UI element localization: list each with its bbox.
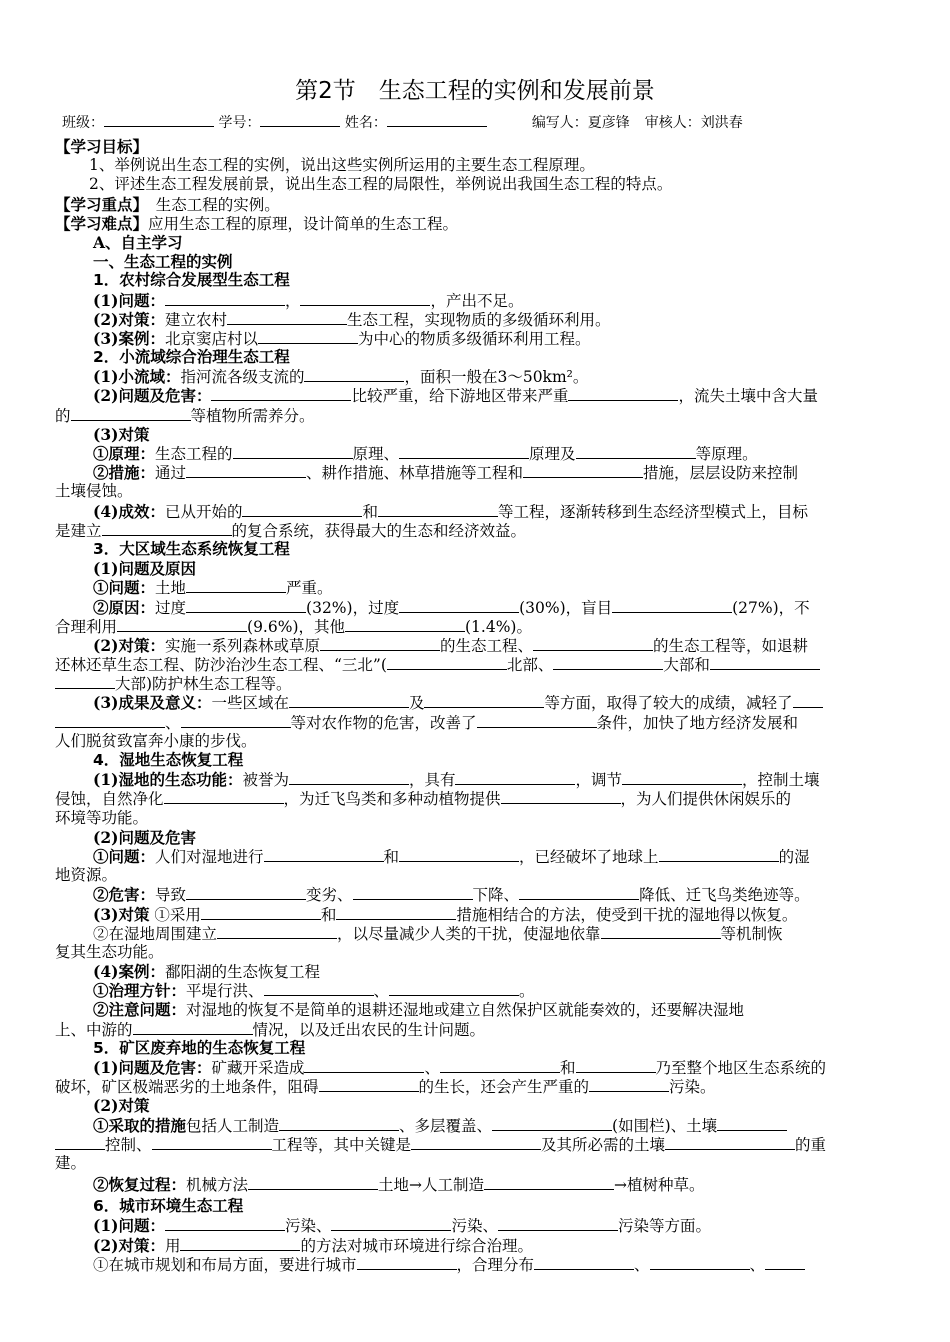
- s2-line7: 土壤侵蚀。: [55, 482, 133, 501]
- fill-blank[interactable]: [484, 1175, 614, 1190]
- fill-blank[interactable]: [387, 655, 507, 670]
- fill-blank[interactable]: [186, 578, 286, 593]
- s1-line3: (3)案例：北京窦店村以 为中心的物质多级循环利用工程。: [93, 328, 591, 348]
- objective-2: 2、评述生态工程发展前景，说出生态工程的局限性，举例说出我国生态工程的特点。: [89, 175, 673, 194]
- objectives-heading: 【学习目标】: [55, 137, 149, 156]
- s1-line2: (2)对策：建立农村 生态工程，实现物质的多级循环利用。: [93, 309, 611, 329]
- fill-blank[interactable]: [378, 502, 498, 517]
- fill-blank[interactable]: [233, 444, 353, 459]
- fill-blank[interactable]: [793, 693, 823, 708]
- s5-line1: (1)问题及危害：矿藏开采造成 、 和 乃至整个地区生态系统的: [93, 1058, 827, 1077]
- s3-heading: 3．大区域生态系统恢复工程: [93, 539, 290, 558]
- s3-line3: ②原因：过度 (32%)，过度 (30%)，盲目 (27%)，不: [93, 597, 810, 617]
- fill-blank[interactable]: [589, 1077, 669, 1092]
- page-title: 第2节 生态工程的实例和发展前景: [295, 78, 655, 104]
- fill-blank[interactable]: [55, 1135, 105, 1150]
- fill-blank[interactable]: [319, 1077, 419, 1092]
- fill-blank[interactable]: [133, 1020, 253, 1035]
- s2-line3: 的 等植物所需养分。: [55, 406, 315, 425]
- author-label: 编写人：夏彦锋: [531, 115, 630, 131]
- reviewer-label: 审核人：刘洪春: [644, 115, 743, 131]
- s4-heading: 4．湿地生态恢复工程: [93, 751, 244, 769]
- s5-line6: 建。: [55, 1153, 87, 1172]
- key-point-line: [55, 195, 897, 214]
- fill-blank[interactable]: [399, 444, 529, 459]
- s3-line7: 大部)防护林生态工程等。: [55, 674, 897, 693]
- fill-blank[interactable]: [455, 770, 575, 785]
- s4-line3: 环境等功能。: [55, 808, 149, 827]
- fill-blank[interactable]: [331, 1216, 451, 1231]
- fill-blank[interactable]: [71, 406, 191, 421]
- s3-line8: (3)成果及意义：一些区域在 及 等方面，取得了较大的成绩，减轻了: [55, 693, 897, 712]
- class-label: 班级：: [62, 115, 104, 131]
- fill-blank[interactable]: [304, 367, 404, 382]
- s6-line1: (1)问题： 污染、 污染、 污染等方面。: [93, 1216, 711, 1236]
- fill-blank[interactable]: [553, 655, 663, 670]
- fill-blank[interactable]: [424, 693, 544, 708]
- fill-blank[interactable]: [186, 885, 306, 900]
- s6-heading: 6．城市环境生态工程: [93, 1197, 244, 1216]
- key-point-label: 【学习重点】: [55, 194, 141, 214]
- s6-line3: ①在城市规划和布局方面，要进行城市 ，合理分布 、 、: [55, 1255, 897, 1274]
- key-point-text: 生态工程的实例。: [155, 195, 280, 214]
- s2-line2: (2)问题及危害： 比较严重，给下游地区带来严重 ，流失土壤中含大量: [93, 386, 818, 406]
- difficulty-label: 【学习难点】: [55, 213, 149, 233]
- fill-blank[interactable]: [576, 444, 696, 459]
- s2-line4: (3)对策: [93, 424, 150, 444]
- s2-line6: ②措施：通过 、耕作措施、林草措施等工程和 措施，层层设防来控制: [93, 463, 799, 483]
- fill-blank[interactable]: [55, 674, 115, 689]
- s5-line3: (2)对策: [93, 1096, 150, 1116]
- fill-blank[interactable]: [300, 291, 430, 306]
- fill-blank[interactable]: [186, 463, 306, 478]
- fill-blank[interactable]: [357, 1255, 457, 1270]
- fill-blank[interactable]: [102, 521, 232, 536]
- s4-line9: ②在湿地周围建立 ，以尽量减少人类的干扰，使湿地依靠 等机制恢: [93, 924, 783, 943]
- difficulty-line: [55, 214, 897, 233]
- s4-line10: 复其生态功能。: [55, 942, 164, 961]
- fill-blank[interactable]: [440, 1058, 560, 1073]
- fill-blank[interactable]: [576, 1058, 656, 1073]
- fill-blank[interactable]: [665, 1135, 795, 1150]
- fill-blank[interactable]: [289, 770, 409, 785]
- fill-blank[interactable]: [498, 1216, 618, 1231]
- fill-blank[interactable]: [320, 636, 440, 651]
- s3-line2: ①问题：土地 严重。: [93, 578, 333, 598]
- s4-line6: 地资源。: [55, 866, 118, 885]
- s3-line1: (1)问题及原因: [93, 559, 196, 579]
- fill-blank[interactable]: [717, 1116, 787, 1131]
- s5-line7: ②恢复过程：机械方法 土地→人工制造 →植树种草。: [93, 1175, 705, 1195]
- s4-line11: (4)案例：鄱阳湖的生态恢复工程: [93, 962, 320, 982]
- s2-line5: ①原理：生态工程的 原理、 原理及 等原理。: [93, 444, 758, 463]
- fill-blank[interactable]: [534, 1255, 634, 1270]
- fill-blank[interactable]: [601, 924, 721, 939]
- s4-line7: ②危害：导致 变劣、 下降、 降低、迁飞鸟类绝迹等。: [93, 885, 810, 905]
- class-blank[interactable]: [104, 112, 214, 127]
- fill-blank[interactable]: [336, 905, 456, 920]
- worksheet-body: [55, 137, 897, 1274]
- s3-line6: 还林还草生态工程、防沙治沙生态工程、“三北”( 北部、 大部和: [55, 655, 897, 674]
- fill-blank[interactable]: [227, 310, 347, 325]
- s5-heading: 5．矿区废弃地的生态恢复工程: [93, 1038, 306, 1057]
- fill-blank[interactable]: [264, 847, 384, 862]
- s5-line2: 破坏，矿区极端恶劣的土地条件，阻碍 的生长，还会产生严重的 污染。: [55, 1078, 716, 1097]
- s4-line13: ②注意问题：对湿地的恢复不是简单的退耕还湿地或建立自然保护区就能奏效的，还要解决湿地: [93, 1000, 745, 1020]
- fill-blank[interactable]: [180, 1236, 300, 1251]
- fill-blank[interactable]: [650, 1255, 750, 1270]
- s5-line4: ①采取的措施包括人工制造 、多层覆盖、 (如围栏)、土壤: [55, 1116, 897, 1135]
- fill-blank[interactable]: [181, 713, 291, 728]
- fill-blank[interactable]: [411, 1135, 541, 1150]
- fill-blank[interactable]: [523, 463, 643, 478]
- s4-line2: 侵蚀，自然净化 ，为迁飞鸟类和多种动植物提供 ，为人们提供休闲娱乐的: [55, 790, 792, 809]
- fill-blank[interactable]: [710, 655, 820, 670]
- fill-blank[interactable]: [533, 636, 653, 651]
- fill-blank[interactable]: [345, 617, 465, 632]
- fill-blank[interactable]: [258, 329, 358, 344]
- fill-blank[interactable]: [55, 713, 165, 728]
- fill-blank[interactable]: [765, 1255, 805, 1270]
- fill-blank[interactable]: [248, 1175, 378, 1190]
- name-blank[interactable]: [387, 112, 487, 127]
- student-info-line: [62, 112, 912, 132]
- fill-blank[interactable]: [501, 789, 621, 804]
- fill-blank[interactable]: [492, 1116, 612, 1131]
- s5-line5: 控制、 工程等，其中关键是 及其所必需的土壤 的重: [55, 1135, 897, 1154]
- s3-line9: 、 等对农作物的危害，改善了 条件，加快了地方经济发展和: [55, 713, 897, 732]
- fill-blank[interactable]: [399, 847, 519, 862]
- s1-heading: 1．农村综合发展型生态工程: [93, 271, 290, 290]
- s2-line9: 是建立 的复合系统，获得最大的生态和经济效益。: [55, 521, 527, 540]
- s4-line4: (2)问题及危害: [93, 827, 196, 847]
- fill-blank[interactable]: [164, 789, 284, 804]
- s3-line10: 人们脱贫致富奔小康的步伐。: [55, 731, 257, 750]
- id-blank[interactable]: [260, 112, 340, 127]
- fill-blank[interactable]: [242, 502, 362, 517]
- s4-line8: (3)对策 ①采用 和 措施相结合的方法，使受到干扰的湿地得以恢复。: [93, 904, 798, 924]
- fill-blank[interactable]: [186, 598, 306, 613]
- fill-blank[interactable]: [519, 885, 639, 900]
- section-one-heading: 一、生态工程的实例: [93, 252, 233, 272]
- fill-blank[interactable]: [568, 386, 678, 401]
- fill-blank[interactable]: [211, 386, 351, 401]
- fill-blank[interactable]: [279, 1116, 399, 1131]
- s1-line1: (1)问题： ， ，产出不足。: [93, 290, 524, 310]
- s3-line4: 合理利用 (9.6%)，其他 (1.4%)。: [55, 617, 532, 636]
- difficulty-text: 应用生态工程的原理，设计简单的生态工程。: [148, 214, 459, 233]
- fill-blank[interactable]: [399, 598, 519, 613]
- section-a-heading: A、自主学习: [93, 232, 183, 252]
- objective-1: 1、举例说出生态工程的实例，说出这些实例所运用的主要生态工程原理。: [89, 156, 595, 175]
- s2-heading: 2．小流域综合治理生态工程: [93, 348, 290, 367]
- s6-line2: (2)对策：用 的方法对城市环境进行综合治理。: [93, 1235, 533, 1255]
- fill-blank[interactable]: [353, 885, 473, 900]
- fill-blank[interactable]: [201, 905, 321, 920]
- fill-blank[interactable]: [622, 770, 742, 785]
- fill-blank[interactable]: [165, 1216, 285, 1231]
- fill-blank[interactable]: [659, 847, 779, 862]
- s3-line5: (2)对策：实施一系列森林或草原 的生态工程、 的生态工程等，如退耕: [93, 635, 808, 655]
- name-label: 姓名：: [344, 115, 387, 131]
- fill-blank[interactable]: [152, 1135, 272, 1150]
- fill-blank[interactable]: [165, 291, 285, 306]
- s4-line12: ①治理方针：平堤行洪、 、 。: [93, 981, 535, 1001]
- fill-blank[interactable]: [389, 981, 519, 996]
- fill-blank[interactable]: [612, 598, 732, 613]
- fill-blank[interactable]: [264, 981, 374, 996]
- s2-line8: (4)成效：已从开始的 和 等工程，逐渐转移到生态经济型模式上，目标: [93, 501, 808, 521]
- s4-line5: ①问题：人们对湿地进行 和 ，已经破坏了地球上 的湿: [93, 846, 810, 866]
- fill-blank[interactable]: [477, 713, 597, 728]
- fill-blank[interactable]: [117, 617, 247, 632]
- s2-line1: (1)小流域：指河流各级支流的 ，面积一般在3～50km²。: [93, 367, 589, 387]
- fill-blank[interactable]: [289, 693, 409, 708]
- s4-line1: (1)湿地的生态功能：被誉为 ，具有 ，调节 ，控制土壤: [93, 770, 820, 790]
- id-label: 学号：: [218, 115, 261, 131]
- s4-line14: 上、中游的 情况，以及迁出农民的生计问题。: [55, 1020, 486, 1039]
- fill-blank[interactable]: [217, 924, 337, 939]
- fill-blank[interactable]: [304, 1058, 424, 1073]
